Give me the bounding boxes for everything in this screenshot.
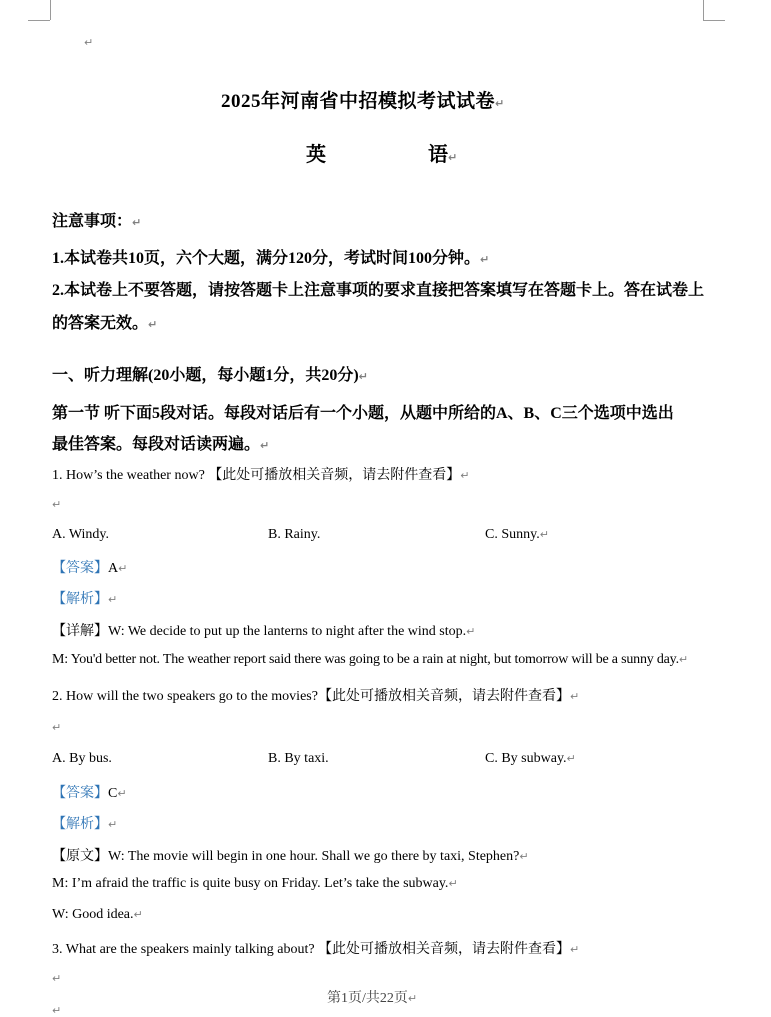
question-1-dialogue-line-1-text: W: We decide to put up the lanterns to night after the wind stop. [108,624,467,639]
paragraph-mark: ↵ [52,1004,62,1017]
page-footer [327,987,417,1007]
question-2-analysis [52,813,117,833]
page-title [221,86,505,113]
paragraph-mark: ↵ [480,253,490,266]
notes-item-2-line-2-text: 的答案无效。 [52,315,149,332]
question-2-option-a: A. By bus. [52,751,112,766]
answer-tag: 【答案】 [52,786,108,801]
question-2-stem-text: 2. How will the two speakers go to the movies?【此处可播放相关音频，请去附件查看】 [52,689,570,704]
paragraph-mark: ↵ [519,850,529,863]
question-2-option-c-text: C. By subway. [485,751,567,766]
subject-left: 英 [306,144,326,166]
answer-tag: 【答案】 [52,561,108,576]
question-1-answer [52,557,127,577]
notes-heading [52,208,141,231]
paragraph-mark: ↵ [566,752,576,765]
page-number: 第1页/共22页 [327,991,408,1006]
question-2-dialogue-line-1 [52,845,529,865]
notes-item-1 [52,245,489,268]
paragraph-mark: ↵ [407,992,418,1005]
paragraph-mark: ↵ [117,787,127,800]
question-3-stem-text: 3. What are the speakers mainly talking about? 【此处可播放相关音频，请去附件查看】 [52,942,571,957]
paragraph-mark: ↵ [466,625,476,638]
analysis-tag: 【解析】 [52,817,108,832]
detail-tag: 【详解】 [52,624,108,639]
paragraph-mark: ↵ [260,439,270,452]
paragraph-mark: ↵ [108,818,118,831]
question-2-answer [52,782,127,802]
notes-heading-text: 注意事项： [52,213,133,230]
analysis-tag: 【解析】 [52,592,108,607]
question-2-option-b: B. By taxi. [268,751,329,766]
question-2-dialogue-line-3 [52,907,143,923]
question-2-option-c [485,751,576,767]
question-2-dialogue-line-1-text: W: The movie will begin in one hour. Shall we go there by taxi, Stephen? [108,849,520,864]
question-3-stem [52,938,579,958]
paragraph-mark: ↵ [678,653,688,666]
question-2-stem [52,685,579,705]
subject-right [428,138,457,167]
question-1-option-b: B. Rainy. [268,527,321,542]
paragraph-mark: ↵ [52,972,62,985]
question-1-dialogue-line-1 [52,620,475,640]
question-1-answer-value: A [108,561,119,576]
question-1-stem [52,464,470,484]
crop-mark-top-left-v [50,0,51,20]
paragraph-mark: ↵ [539,528,549,541]
section-instruction-line-1: 第一节 听下面5段对话。每段对话后有一个小题，从题中所给的A、B、C三个选项中选出 [52,405,674,422]
question-1-option-c [485,527,549,543]
section-instruction-line-2-text: 最佳答案。每段对话读两遍。 [52,436,261,453]
paragraph-mark: ↵ [148,318,158,331]
question-2-dialogue-line-2 [52,876,458,892]
question-2-answer-value: C [108,786,118,801]
paragraph-mark: ↵ [460,469,470,482]
section-heading-text: 一、听力理解(20小题，每小题1分，共20分) [52,367,359,384]
question-2-dialogue-line-3-text: W: Good idea. [52,907,134,922]
question-1-option-c-text: C. Sunny. [485,527,540,542]
paragraph-mark: ↵ [448,151,458,164]
paragraph-mark: ↵ [495,97,505,110]
subject-right-text: 语 [428,144,448,166]
paragraph-mark: ↵ [52,721,62,734]
paragraph-mark: ↵ [569,690,580,703]
paragraph-mark: ↵ [108,593,118,606]
question-1-analysis [52,588,117,608]
question-1-dialogue-line-2-text: M: You'd better not. The weather report said there was going to be a rain at night, but tomorrow will be a sunny day. [52,652,679,667]
notes-item-2-line-2 [52,310,157,333]
question-1-dialogue-line-2 [52,652,688,668]
paragraph-mark: ↵ [132,216,142,229]
paragraph-mark: ↵ [84,36,94,49]
crop-mark-top-right-v [703,0,704,20]
crop-mark-top-right-h [703,20,725,21]
question-1-option-a: A. Windy. [52,527,109,542]
section-heading [52,362,368,385]
section-instruction-line-2 [52,431,269,454]
notes-item-1-text: 1.本试卷共10页，六个大题，满分120分，考试时间100分钟。 [52,250,481,267]
question-1-stem-text: 1. How’s the weather now? 【此处可播放相关音频，请去附件查看】 [52,468,461,483]
paragraph-mark: ↵ [52,498,62,511]
paragraph-mark: ↵ [448,877,458,890]
page-title-text: 2025年河南省中招模拟考试试卷 [221,91,496,112]
paragraph-mark: ↵ [118,562,128,575]
paragraph-mark: ↵ [358,370,368,383]
notes-item-2-line-1: 2.本试卷上不要答题，请按答题卡上注意事项的要求直接把答案填写在答题卡上。答在试卷上 [52,282,705,299]
question-2-dialogue-line-2-text: M: I’m afraid the traffic is quite busy on Friday. Let’s take the subway. [52,876,449,891]
paragraph-mark: ↵ [133,908,143,921]
detail-tag: 【原文】 [52,849,108,864]
crop-mark-top-left-h [28,20,50,21]
paragraph-mark: ↵ [570,943,580,956]
